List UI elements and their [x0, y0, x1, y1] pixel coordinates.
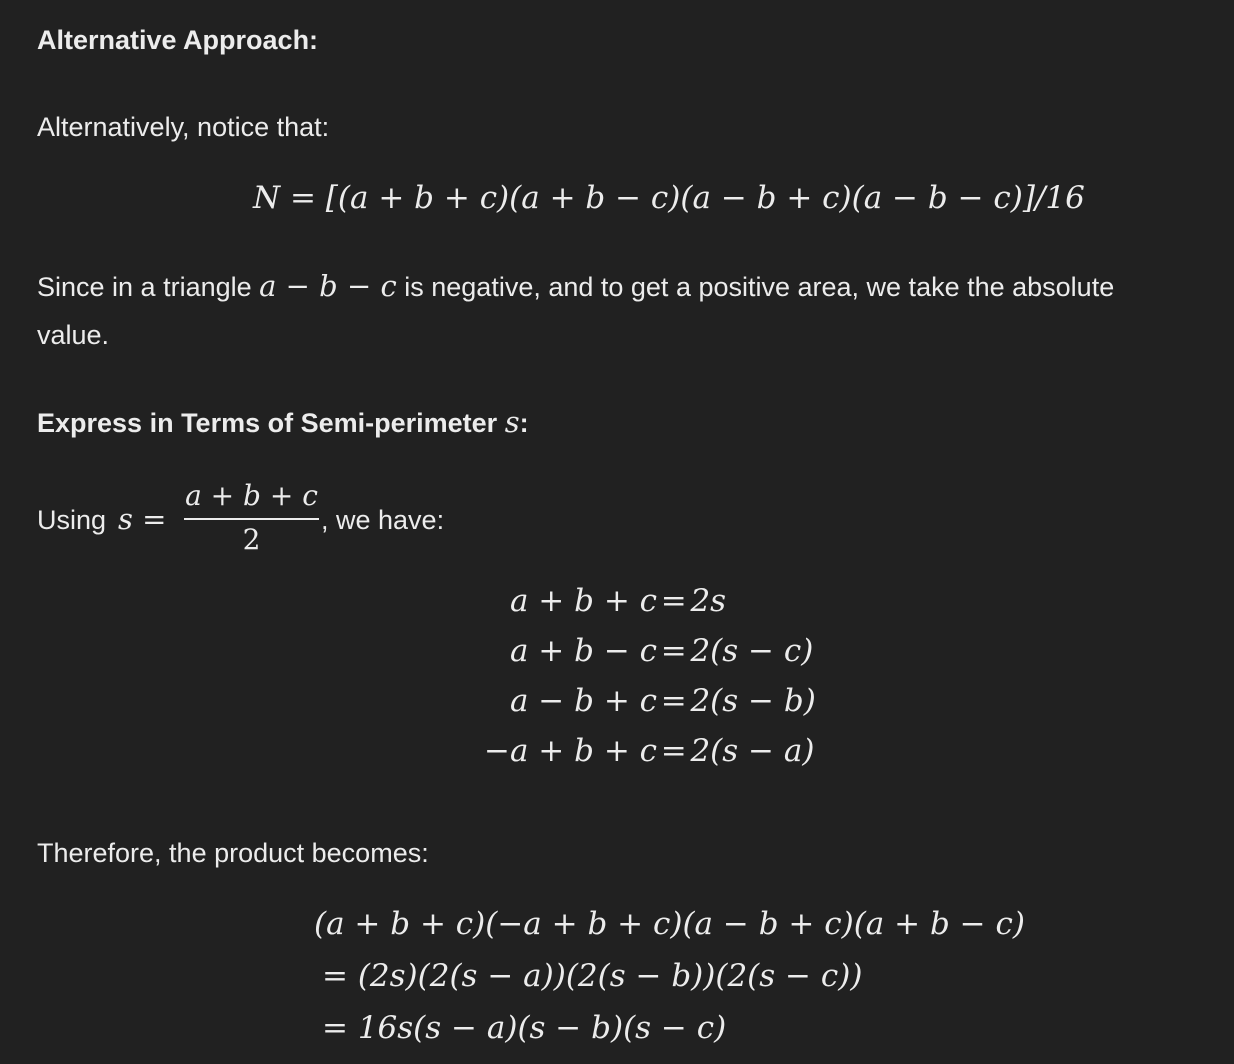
product-line-2: = (2s)(2(s − a))(2(s − b))(2(s − c)): [322, 958, 863, 994]
product-line-3: = 16s(s − a)(s − b)(s − c): [322, 1010, 727, 1046]
semi-perimeter-heading: [37, 405, 529, 439]
equation-equals: =: [660, 683, 687, 719]
semi-perimeter-equations: [484, 583, 816, 769]
equation-equals: =: [660, 583, 687, 619]
since-sentence-continuation: value.: [37, 320, 110, 350]
since-inline-expression: a − b − c: [259, 269, 397, 303]
fraction-bar: [184, 518, 319, 520]
product-line-1: (a + b + c)(−a + b + c)(a − b + c)(a + b − c): [314, 906, 1025, 942]
equation-rhs: 2(s − b): [690, 683, 816, 719]
alternative-intro-text: Alternatively, notice that:: [37, 112, 330, 142]
using-tail-text: , we have:: [321, 505, 445, 535]
semi-heading-text: Express in Terms of Semi-perimeter: [37, 408, 498, 438]
equation-lhs: a + b − c: [509, 633, 658, 669]
fraction-numerator: a + b + c: [185, 479, 318, 512]
semi-heading-colon: :: [519, 408, 529, 438]
fraction-denominator: 2: [242, 523, 261, 556]
equation-lhs: −a + b + c: [484, 733, 658, 769]
therefore-text: Therefore, the product becomes:: [37, 838, 429, 868]
using-s-equals: s =: [118, 502, 167, 536]
since-text-end: is negative, and to get a positive area, we take the absolute: [404, 272, 1115, 302]
using-text: Using: [37, 505, 107, 535]
equation-equals: =: [660, 633, 687, 669]
equation-rhs: 2s: [690, 583, 727, 619]
equation-equals: =: [660, 733, 687, 769]
equation-lhs: a + b + c: [509, 583, 658, 619]
since-text-start: Since in a triangle: [37, 272, 252, 302]
n-formula: N = [(a + b + c)(a + b − c)(a − b + c)(a − b − c)]/16: [253, 180, 1085, 216]
equation-lhs: a − b + c: [509, 683, 658, 719]
semi-perimeter-fraction: [184, 479, 319, 556]
since-sentence: [37, 269, 1115, 303]
equation-rhs: 2(s − c): [690, 633, 814, 669]
semi-heading-variable: s: [504, 405, 520, 439]
equation-rhs: 2(s − a): [690, 733, 815, 769]
alternative-approach-heading: Alternative Approach:: [37, 25, 319, 55]
